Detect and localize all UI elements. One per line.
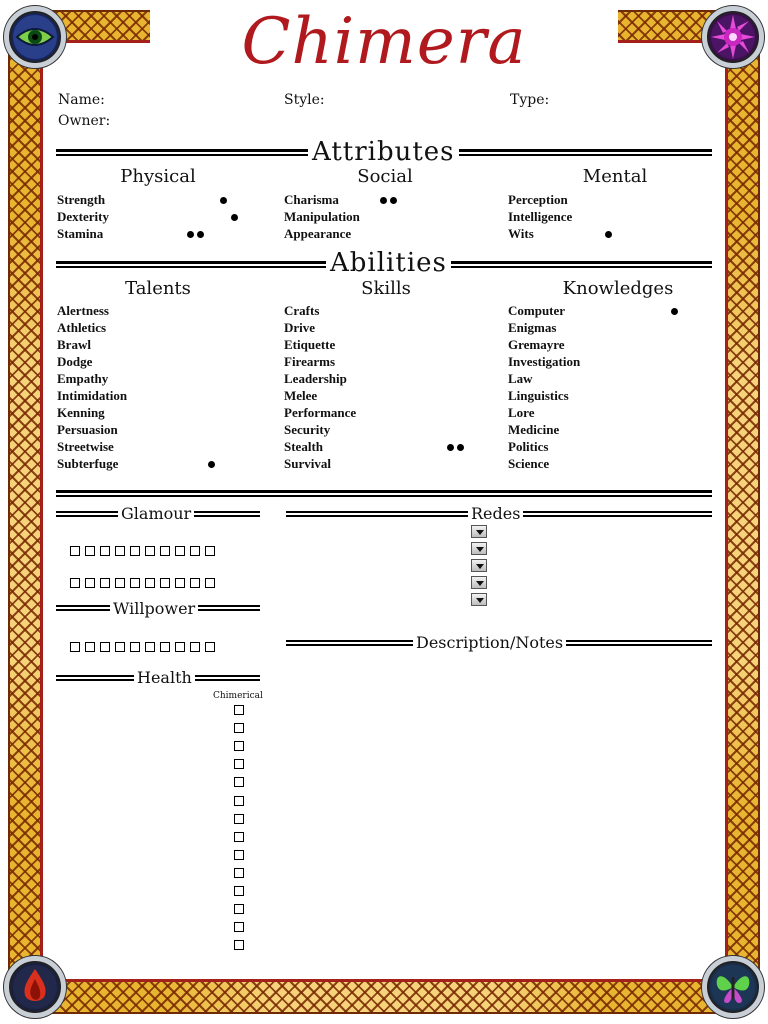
trait-label: Perception xyxy=(508,192,568,207)
health-checkbox[interactable] xyxy=(234,850,244,860)
trait-label: Crafts xyxy=(284,303,320,318)
rating-dot[interactable] xyxy=(197,231,204,238)
trait-label: Intelligence xyxy=(508,209,573,224)
knowledges-heading: Knowledges xyxy=(562,278,674,299)
social-heading: Social xyxy=(357,166,413,187)
health-checkbox[interactable] xyxy=(234,741,244,751)
trait-label: Survival xyxy=(284,456,331,471)
border-bottom xyxy=(12,980,756,1014)
trait-label: Subterfuge xyxy=(57,456,119,471)
redes-heading: Redes xyxy=(468,505,523,523)
style-label: Style: xyxy=(284,92,325,108)
rating-dot[interactable] xyxy=(187,231,194,238)
checkbox[interactable] xyxy=(175,578,185,588)
checkbox[interactable] xyxy=(175,546,185,556)
physical-heading: Physical xyxy=(120,166,196,187)
checkbox[interactable] xyxy=(145,642,155,652)
owner-label: Owner: xyxy=(58,113,111,129)
rating-dot[interactable] xyxy=(671,308,678,315)
health-checkbox[interactable] xyxy=(234,723,244,733)
checkbox[interactable] xyxy=(115,642,125,652)
mental-heading: Mental xyxy=(582,166,648,187)
trait-label: Appearance xyxy=(284,226,352,241)
checkbox[interactable] xyxy=(70,642,80,652)
notes-heading: Description/Notes xyxy=(413,634,566,652)
trait-label: Kenning xyxy=(57,405,105,420)
trait-label: Intimidation xyxy=(57,388,128,403)
checkbox[interactable] xyxy=(145,578,155,588)
checkbox[interactable] xyxy=(190,642,200,652)
glamour-boxes-row xyxy=(70,578,215,588)
trait-label: Alertness xyxy=(57,303,109,318)
checkbox[interactable] xyxy=(160,578,170,588)
rede-dropdown[interactable] xyxy=(471,525,487,538)
checkbox[interactable] xyxy=(190,578,200,588)
rating-dot[interactable] xyxy=(457,444,464,451)
rede-dropdown[interactable] xyxy=(471,593,487,606)
trait-label: Security xyxy=(284,422,331,437)
checkbox[interactable] xyxy=(160,642,170,652)
trait-label: Strength xyxy=(57,192,106,207)
glamour-heading: Glamour xyxy=(118,505,194,523)
sun-icon xyxy=(702,6,764,68)
checkbox[interactable] xyxy=(85,546,95,556)
health-checkbox[interactable] xyxy=(234,868,244,878)
rating-dot[interactable] xyxy=(208,461,215,468)
chimerical-label: Chimerical xyxy=(213,691,263,701)
checkbox[interactable] xyxy=(100,546,110,556)
trait-label: Gremayre xyxy=(508,337,565,352)
trait-label: Brawl xyxy=(57,337,91,352)
trait-label: Performance xyxy=(284,405,357,420)
rede-dropdown[interactable] xyxy=(471,542,487,555)
trait-label: Law xyxy=(508,371,533,386)
glamour-boxes-row xyxy=(70,546,215,556)
health-checkbox[interactable] xyxy=(234,796,244,806)
trait-label: Politics xyxy=(508,439,549,454)
rede-dropdown[interactable] xyxy=(471,559,487,572)
checkbox[interactable] xyxy=(190,546,200,556)
trait-label: Medicine xyxy=(508,422,560,437)
butterfly-icon xyxy=(702,956,764,1018)
name-label: Name: xyxy=(58,92,105,108)
health-checkbox[interactable] xyxy=(234,922,244,932)
checkbox[interactable] xyxy=(205,546,215,556)
checkbox[interactable] xyxy=(115,546,125,556)
trait-label: Dodge xyxy=(57,354,93,369)
health-checkbox[interactable] xyxy=(234,886,244,896)
title-area xyxy=(150,0,618,88)
trait-label: Firearms xyxy=(284,354,336,369)
flame-icon xyxy=(4,956,66,1018)
rating-dot[interactable] xyxy=(447,444,454,451)
abilities-heading: Abilities xyxy=(326,249,451,277)
trait-label: Stamina xyxy=(57,226,104,241)
rating-dot[interactable] xyxy=(231,214,238,221)
trait-label: Melee xyxy=(284,388,318,403)
rede-dropdown[interactable] xyxy=(471,576,487,589)
rating-dot[interactable] xyxy=(605,231,612,238)
rating-dot[interactable] xyxy=(220,197,227,204)
attributes-heading: Attributes xyxy=(308,138,459,166)
checkbox[interactable] xyxy=(175,642,185,652)
checkbox[interactable] xyxy=(205,642,215,652)
trait-label: Investigation xyxy=(508,354,581,369)
checkbox[interactable] xyxy=(130,546,140,556)
health-checkbox[interactable] xyxy=(234,777,244,787)
trait-label: Leadership xyxy=(284,371,347,386)
lower-rule xyxy=(56,490,712,497)
checkbox[interactable] xyxy=(85,578,95,588)
health-checkbox[interactable] xyxy=(234,832,244,842)
trait-label: Manipulation xyxy=(284,209,360,224)
trait-label: Empathy xyxy=(57,371,109,386)
rating-dot[interactable] xyxy=(390,197,397,204)
health-checkbox[interactable] xyxy=(234,940,244,950)
skills-heading: Skills xyxy=(361,278,411,299)
checkbox[interactable] xyxy=(85,642,95,652)
rating-dot[interactable] xyxy=(380,197,387,204)
checkbox[interactable] xyxy=(100,642,110,652)
talents-heading: Talents xyxy=(125,278,191,299)
trait-label: Wits xyxy=(508,226,534,241)
checkbox[interactable] xyxy=(130,642,140,652)
willpower-heading: Willpower xyxy=(110,600,198,618)
trait-label: Enigmas xyxy=(508,320,557,335)
border-left xyxy=(8,24,42,1000)
health-heading: Health xyxy=(134,669,195,687)
checkbox[interactable] xyxy=(205,578,215,588)
checkbox[interactable] xyxy=(130,578,140,588)
trait-label: Dexterity xyxy=(57,209,109,224)
trait-label: Science xyxy=(508,456,550,471)
trait-label: Computer xyxy=(508,303,566,318)
type-label: Type: xyxy=(510,92,550,108)
checkbox[interactable] xyxy=(145,546,155,556)
border-right xyxy=(726,24,760,1000)
health-checkbox[interactable] xyxy=(234,814,244,824)
trait-label: Persuasion xyxy=(57,422,118,437)
checkbox[interactable] xyxy=(70,578,80,588)
trait-label: Linguistics xyxy=(508,388,569,403)
checkbox[interactable] xyxy=(160,546,170,556)
trait-label: Charisma xyxy=(284,192,339,207)
trait-label: Etiquette xyxy=(284,337,336,352)
trait-label: Streetwise xyxy=(57,439,114,454)
health-checkbox[interactable] xyxy=(234,705,244,715)
sheet-title: Chimera xyxy=(241,5,527,79)
willpower-boxes-row xyxy=(70,642,215,652)
checkbox[interactable] xyxy=(115,578,125,588)
health-checkbox[interactable] xyxy=(234,904,244,914)
trait-label: Athletics xyxy=(57,320,107,335)
trait-label: Lore xyxy=(508,405,535,420)
trait-label: Drive xyxy=(284,320,316,335)
eye-icon xyxy=(4,6,66,68)
checkbox[interactable] xyxy=(100,578,110,588)
health-checkbox[interactable] xyxy=(234,759,244,769)
checkbox[interactable] xyxy=(70,546,80,556)
trait-label: Stealth xyxy=(284,439,323,454)
